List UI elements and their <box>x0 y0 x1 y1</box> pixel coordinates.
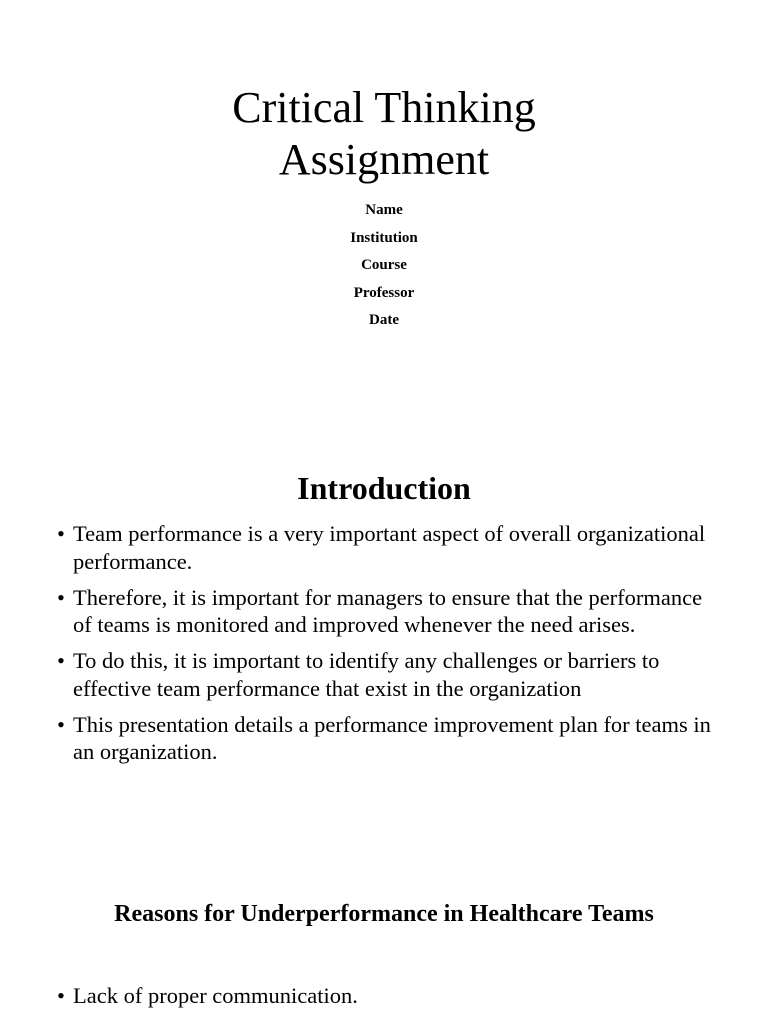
title-line-2: Assignment <box>278 135 490 184</box>
bullet-icon: • <box>57 521 65 546</box>
bullet-icon: • <box>57 648 65 673</box>
bullet-icon: • <box>57 983 65 1008</box>
title-line-1: Critical Thinking <box>232 83 536 132</box>
author-info <box>0 197 768 335</box>
meta-professor: Professor <box>353 284 415 301</box>
list-item <box>57 982 717 1010</box>
meta-date: Date <box>369 312 399 328</box>
bullet-text: Team performance is a very important aspect of overall organizational performance. <box>73 521 706 574</box>
bullet-icon: • <box>57 711 65 737</box>
reasons-slide <box>0 880 768 1024</box>
list-item <box>57 647 717 702</box>
meta-institution: Institution <box>350 229 418 246</box>
reasons-bullet-list <box>57 982 717 1018</box>
introduction-bullet-list <box>57 520 717 774</box>
bullet-text: Lack of proper communication. <box>73 983 358 1008</box>
meta-name: Name <box>365 202 403 218</box>
reasons-heading: Reasons for Underperformance in Healthcare Teams <box>114 901 654 927</box>
title-slide <box>0 0 768 432</box>
introduction-slide <box>0 440 768 850</box>
list-item <box>57 584 717 639</box>
list-item <box>57 520 717 575</box>
bullet-text: To do this, it is important to identify any challenges or barriers to effective team performance that exist in the organization <box>73 648 660 701</box>
bullet-icon: • <box>57 584 65 610</box>
meta-course: Course <box>361 257 407 273</box>
list-item <box>57 711 717 766</box>
bullet-text: Therefore, it is important for managers to ensure that the performance of teams is monitored and improved whenever the need arises. <box>73 584 703 637</box>
slide-title <box>0 82 768 186</box>
introduction-heading: Introduction <box>297 470 471 506</box>
bullet-text: This presentation details a performance improvement plan for teams in an organization. <box>73 711 711 764</box>
